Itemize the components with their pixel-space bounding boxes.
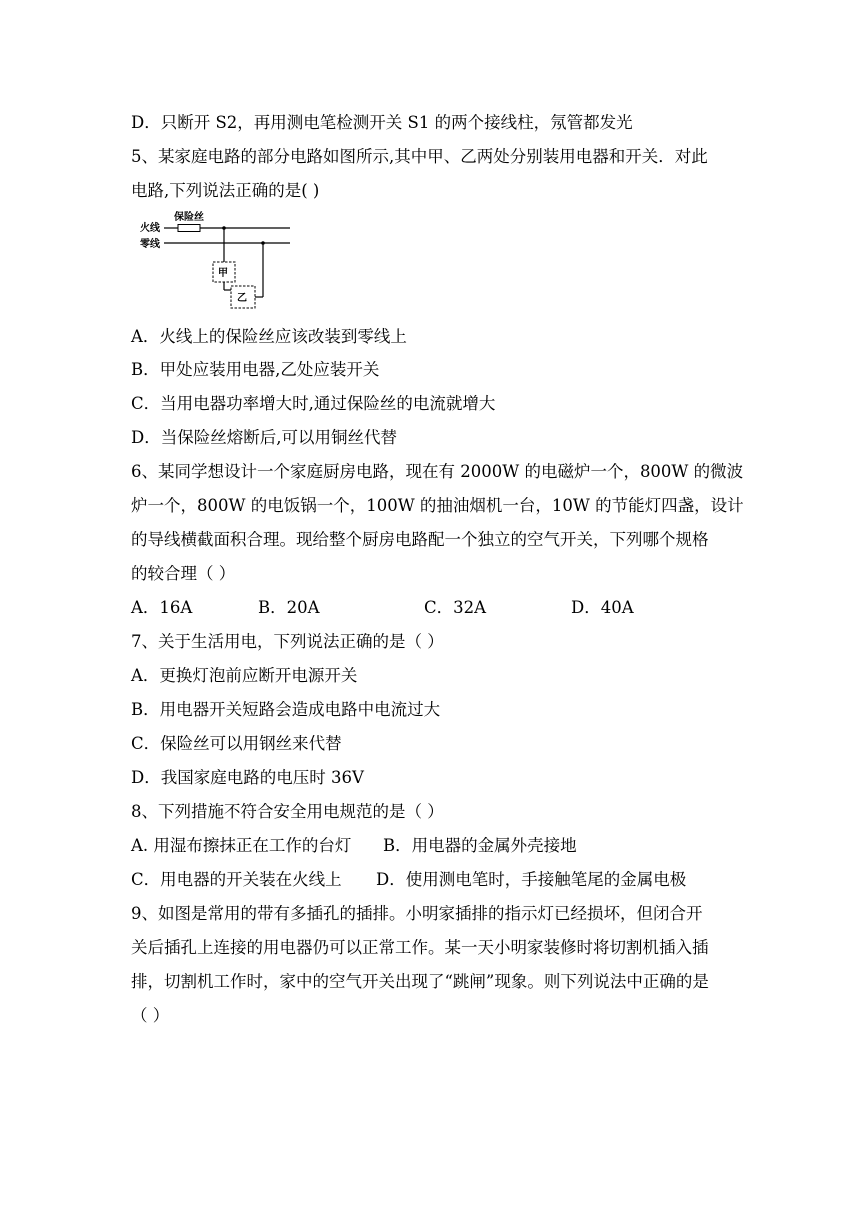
q6-stem-line-1: 6、某同学想设计一个家庭厨房电路，现在有 2000W 的电磁炉一个，800W 的微波 (131, 462, 744, 481)
q5-stem-line-2: 电路,下列说法正确的是( ) (131, 181, 320, 200)
yi-label: 乙 (237, 293, 247, 304)
q6-option-d: D．40A (571, 598, 634, 617)
live-wire-label: 火线 (140, 223, 160, 234)
jia-label: 甲 (218, 268, 228, 279)
fuse-label: 保险丝 (174, 212, 204, 223)
q9-stem-line-4: （ ） (131, 1006, 170, 1025)
q9-stem-line-3: 排，切割机工作时，家中的空气开关出现了“跳闸”现象。则下列说法中正确的是 (131, 972, 709, 991)
q6-stem-line-3: 的导线横截面积合理。现给整个厨房电路配一个独立的空气开关，下列哪个规格 (131, 530, 709, 549)
q8-option-b: B．用电器的金属外壳接地 (383, 836, 577, 855)
q8-option-a: A. 用湿布擦抹正在工作的台灯 (131, 836, 352, 855)
q7-stem: 7、关于生活用电，下列说法正确的是（ ） (131, 632, 444, 651)
q8-stem: 8、下列措施不符合安全用电规范的是（ ） (131, 802, 444, 821)
q7-option-c: C．保险丝可以用钢丝来代替 (131, 734, 342, 753)
q9-stem-line-2: 关后插孔上连接的用电器仍可以正常工作。某一天小明家装修时将切割机插入插 (131, 938, 709, 957)
q5-option-d: D．当保险丝熔断后,可以用铜丝代替 (131, 428, 397, 447)
fuse-symbol (178, 225, 200, 232)
q6-option-c: C．32A (424, 598, 487, 617)
q5-option-c: C．当用电器功率增大时,通过保险丝的电流就增大 (131, 394, 496, 413)
q6-option-a: A．16A (131, 598, 193, 617)
q4-option-d: D．只断开 S2，再用测电笔检测开关 S1 的两个接线柱，氖管都发光 (131, 113, 633, 132)
q8-option-d: D．使用测电笔时，手接触笔尾的金属电极 (376, 870, 687, 889)
neutral-junction (261, 241, 265, 245)
q6-option-b: B．20A (258, 598, 320, 617)
q5-stem-line-1: 5、某家庭电路的部分电路如图所示,其中甲、乙两处分别装用电器和开关．对此 (131, 147, 708, 166)
neutral-wire-label: 零线 (140, 239, 160, 250)
q8-option-c: C．用电器的开关装在火线上 (131, 870, 342, 889)
q6-stem-line-4: 的较合理（ ） (131, 564, 236, 583)
q9-stem-line-1: 9、如图是常用的带有多插孔的插排。小明家插排的指示灯已经损坏，但闭合开 (131, 904, 703, 923)
q5-option-a: A．火线上的保险丝应该改装到零线上 (131, 327, 407, 346)
q7-option-b: B．用电器开关短路会造成电路中电流过大 (131, 700, 441, 719)
q7-option-a: A．更换灯泡前应断开电源开关 (131, 666, 358, 685)
q7-option-d: D．我国家庭电路的电压时 36V (131, 768, 364, 787)
household-circuit-diagram (138, 210, 294, 314)
q5-option-b: B．甲处应装用电器,乙处应装开关 (131, 360, 380, 379)
q6-stem-line-2: 炉一个，800W 的电饭锅一个，100W 的抽油烟机一台，10W 的节能灯四盏，设计 (131, 496, 744, 515)
